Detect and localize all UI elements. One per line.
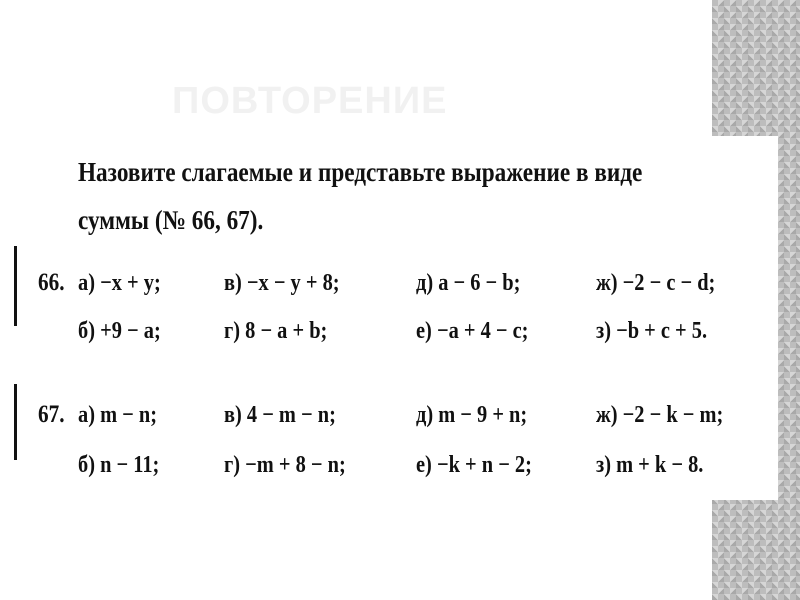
expression-67g: г) −m + 8 − n;	[224, 452, 346, 478]
expression-67zh: ж) −2 − k − m;	[596, 402, 724, 428]
expression-67v: в) 4 − m − n;	[224, 402, 336, 428]
slide-title: ПОВТОРЕНИЕ	[172, 80, 448, 122]
expression-67d: д) m − 9 + n;	[416, 402, 528, 428]
expression-66v: в) −x − y + 8;	[224, 270, 340, 296]
expression-66b: б) +9 − a;	[78, 318, 161, 344]
textbook-scan	[14, 136, 778, 500]
problem-67-row-1	[38, 398, 778, 432]
problem-67-row-2	[38, 448, 778, 482]
expression-67b: б) n − 11;	[78, 452, 160, 478]
expression-66g: г) 8 − a + b;	[224, 318, 328, 344]
expression-66e: е) −a + 4 − c;	[416, 318, 529, 344]
task-instruction: Назовите слагаемые и представьте выражение в виде суммы (№ 66, 67).	[78, 157, 643, 235]
expression-67z: з) m + k − 8.	[596, 452, 704, 478]
expression-66d: д) a − 6 − b;	[416, 270, 521, 296]
expression-66z: з) −b + c + 5.	[596, 318, 708, 344]
expression-66a: а) −x + y;	[78, 270, 161, 296]
expression-66zh: ж) −2 − c − d;	[596, 270, 716, 296]
problem-66-row-1	[38, 266, 778, 300]
problem-66-row-2	[38, 314, 778, 348]
expression-67e: е) −k + n − 2;	[416, 452, 532, 478]
problem-number-66: 66.	[38, 269, 65, 296]
margin-bar-66	[14, 246, 17, 326]
expression-67a: а) m − n;	[78, 402, 158, 428]
problem-number-67: 67.	[38, 401, 65, 428]
margin-bar-67	[14, 384, 17, 460]
